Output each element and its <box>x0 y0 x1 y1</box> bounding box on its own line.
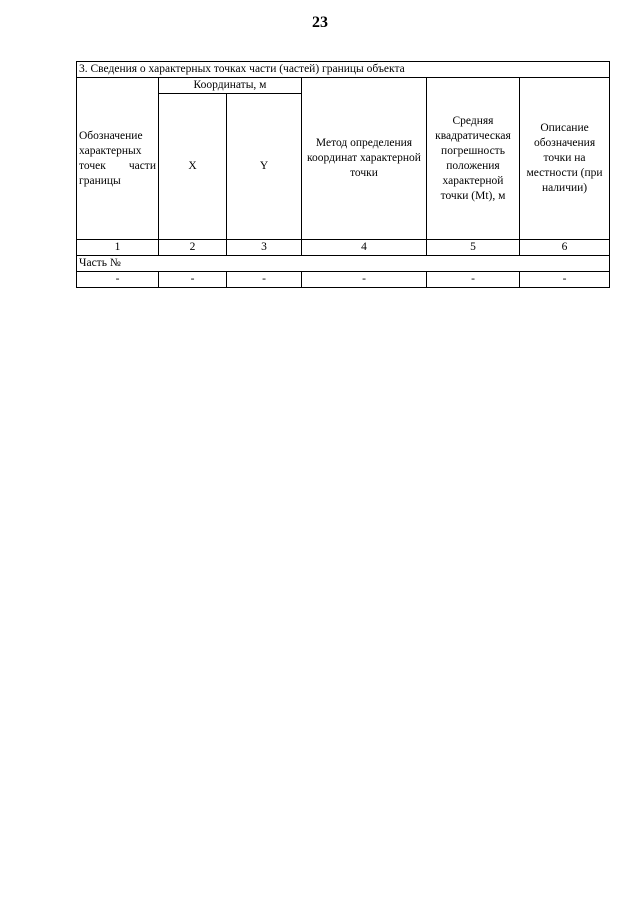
column-number: 1 <box>77 240 159 256</box>
table-cell: - <box>427 272 520 288</box>
header-x: X <box>159 94 227 240</box>
table-cell: - <box>302 272 427 288</box>
column-number: 2 <box>159 240 227 256</box>
column-number: 3 <box>227 240 302 256</box>
boundary-points-table <box>76 61 610 288</box>
header-description: Описание обозначения точки на местности (при наличии) <box>520 78 610 240</box>
header-method: Метод определения координат характерной точки <box>302 78 427 240</box>
table-cell: - <box>227 272 302 288</box>
column-number: 5 <box>427 240 520 256</box>
table-cell: - <box>77 272 159 288</box>
header-y: Y <box>227 94 302 240</box>
column-number: 4 <box>302 240 427 256</box>
header-coordinates: Координаты, м <box>159 78 302 94</box>
table-row <box>77 272 610 288</box>
header-designation: Обозначение характерных точек части границы <box>77 78 159 240</box>
column-numbers-row <box>77 240 610 256</box>
part-label: Часть № <box>77 256 610 272</box>
column-number: 6 <box>520 240 610 256</box>
section-title: 3. Сведения о характерных точках части (частей) границы объекта <box>77 62 610 78</box>
page-number: 23 <box>312 14 328 31</box>
table-cell: - <box>159 272 227 288</box>
table-cell: - <box>520 272 610 288</box>
header-error: Средняя квадратическая погрешность положения характерной точки (Mt), м <box>427 78 520 240</box>
